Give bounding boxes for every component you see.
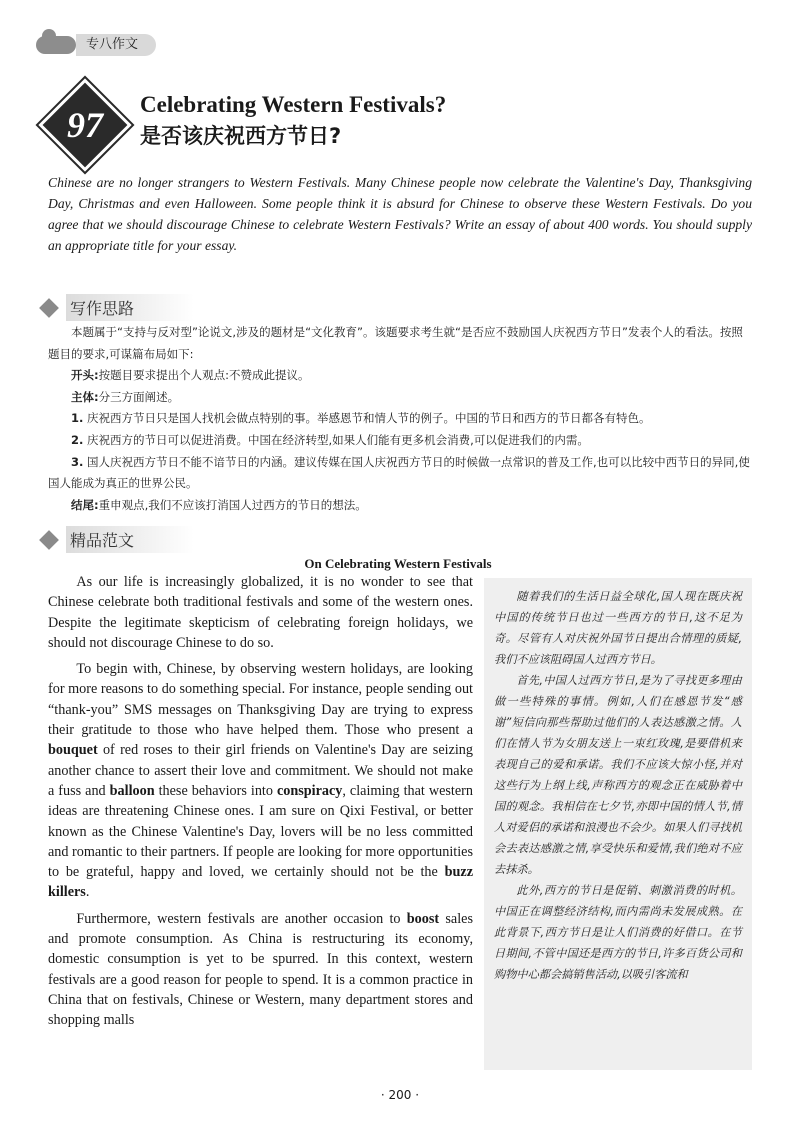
point1-label: 1. bbox=[71, 411, 84, 426]
essay-title: On Celebrating Western Festivals bbox=[304, 556, 492, 571]
series-logo bbox=[36, 36, 76, 54]
essay-paragraph-2 bbox=[48, 659, 473, 903]
section-tag-label: 专八作文 bbox=[76, 34, 156, 56]
approach-ending bbox=[48, 495, 754, 517]
translation-panel bbox=[484, 578, 752, 1070]
translation-paragraph-1: 随着我们的生活日益全球化,国人现在既庆祝中国的传统节日也过一些西方的节日,这不足为奇。尽管有人对庆祝外国节日提出合情理的质疑,我们不应该阻碍国人过西方节日。 bbox=[494, 590, 742, 666]
approach-body-line bbox=[48, 387, 754, 409]
opening-text: 按题目要求提出个人观点:不赞成此提议。 bbox=[98, 368, 310, 383]
page-number: · 200 · bbox=[380, 1088, 420, 1102]
point3-text: 国人庆祝西方节日不能不谙节日的内涵。建议传媒在国人庆祝西方节日的时候做一点常识的普及工作,也可以比较中西节日的异同,使国人能成为真正的世界公民。 bbox=[48, 454, 750, 491]
essay-body bbox=[48, 572, 473, 1037]
approach-heading bbox=[38, 294, 194, 321]
opening-label: 开头: bbox=[71, 368, 99, 383]
sample-heading bbox=[38, 526, 194, 553]
vocab-highlight: boost bbox=[406, 910, 440, 927]
essay-paragraph-1: As our life is increasingly globalized, it is no wonder to see that Chinese celebrate both traditional festivals and some of the western ones. Despite the legitimate skepticism of celebrating foreign holidays, we should not discourage Chinese to do so. bbox=[48, 574, 473, 651]
translation-paragraph-3: 此外,西方的节日是促销、刺激消费的时机。中国正在调整经济结构,而内需尚未发展成熟。在此背景下,西方节日是让人们消费的好借口。在节日期间,不管中国还是西方的节日,许多百货公司和购物中心都会搞销售活动,以吸引客流和 bbox=[494, 884, 742, 981]
text-run: of red roses to their girl friends on Valentine's Day are seizing another chance to assert their love and commitment. We should not make a fuss and bbox=[48, 742, 473, 799]
approach-body bbox=[48, 322, 754, 516]
text-run: , claiming that western ideas are threatening Chinese ones. I am sure on Qixi Festival, or better known as the Chinese Valentine's Day, lovers will be no less committed and romantic to their partners. If people are looking for more opportunities to be grateful, happy and loved, we certainly should not be the bbox=[48, 782, 473, 881]
text-run: sales and promote consumption. As China is restructuring its economy, domestic consumption is yet to be spurred. In this context, western festivals are a good reason for people to spend. It is a common practice in China that on festivals, Chinese or Western, many department stores and shopping malls bbox=[48, 910, 473, 1029]
approach-point-1 bbox=[48, 408, 754, 430]
section-tag bbox=[36, 34, 156, 56]
vocab-highlight: bouquet bbox=[48, 742, 98, 759]
topic-title-zh: 是否该庆祝西方节日? bbox=[140, 124, 342, 148]
essay-paragraph-3 bbox=[48, 909, 473, 1031]
text-run: To begin with, Chinese, by observing western holidays, are looking for more reasons to do something special. For instance, people sending out “thank-you” SMS messages on Thanksgiving Day are trying to express their gratitude to those who have helped them. Those who present a bbox=[48, 661, 473, 739]
sample-heading-text: 精品范文 bbox=[66, 526, 194, 553]
point2-text: 庆祝西方的节日可以促进消费。中国在经济转型,如果人们能有更多机会消费,可以促进我们的内需。 bbox=[83, 432, 589, 447]
approach-point-2 bbox=[48, 430, 754, 452]
essay-prompt: Chinese are no longer strangers to Western Festivals. Many Chinese people now celebrate the Valentine's Day, Thanksgiving Day, Christmas and even Halloween. Some people think it is absurd for Chinese to observe these Western Festivals. Do you agree that we should discourage Chinese to celebrate Western Festivals? Write an essay of about 400 words. You should supply an appropriate title for your essay. bbox=[48, 175, 752, 253]
point3-label: 3. bbox=[71, 454, 84, 469]
topic-title-en: Celebrating Western Festivals? bbox=[140, 92, 447, 117]
translation-paragraph-2: 首先,中国人过西方节日,是为了寻找更多理由做一些特殊的事情。例如,人们在感恩节发“感谢”短信向那些帮助过他们的人表达感激之情。人们在情人节为女朋友送上一束红玫瑰,是要借机来表现自己的爱和承诺。我们不应该大惊小怪,并对这些行为上纲上线,声称西方的观念正在威胁着中国的观念。我相信在七夕节,亦即中国的情人节,情人对爱侣的承诺和浪漫也不会少。如果人们寻找机会去表达感激之情,享受快乐和爱情,我们绝对不应去抹杀。 bbox=[494, 674, 742, 876]
vocab-highlight: balloon bbox=[109, 782, 155, 799]
approach-intro: 本题属于“支持与反对型”论说文,涉及的题材是“文化教育”。该题要求考生就“是否应不鼓励国人庆祝西方节日”发表个人的看法。按照题目的要求,可谋篇布局如下: bbox=[48, 325, 743, 361]
diamond-bullet-icon bbox=[39, 530, 59, 550]
text-run: Furthermore, western festivals are another occasion to bbox=[76, 910, 407, 927]
approach-opening bbox=[48, 365, 754, 387]
approach-point-3 bbox=[48, 452, 754, 495]
point2-label: 2. bbox=[71, 432, 84, 447]
text-run: these behaviors into bbox=[154, 782, 277, 799]
ending-text: 重申观点,我们不应该打消国人过西方的节日的想法。 bbox=[98, 497, 367, 512]
diamond-bullet-icon bbox=[39, 298, 59, 318]
topic-number: 97 bbox=[67, 105, 103, 145]
vocab-highlight: conspiracy bbox=[276, 782, 343, 799]
approach-heading-text: 写作思路 bbox=[66, 294, 194, 321]
vocab-highlight: buzz killers bbox=[48, 864, 473, 901]
ending-label: 结尾: bbox=[71, 497, 99, 512]
point1-text: 庆祝西方节日只是国人找机会做点特别的事。举感恩节和情人节的例子。中国的节日和西方的节日都各有特色。 bbox=[83, 411, 651, 426]
body-text: 分三方面阐述。 bbox=[98, 389, 180, 404]
topic-number-badge bbox=[42, 82, 128, 168]
text-run: . bbox=[85, 884, 90, 901]
body-label: 主体: bbox=[71, 389, 99, 404]
